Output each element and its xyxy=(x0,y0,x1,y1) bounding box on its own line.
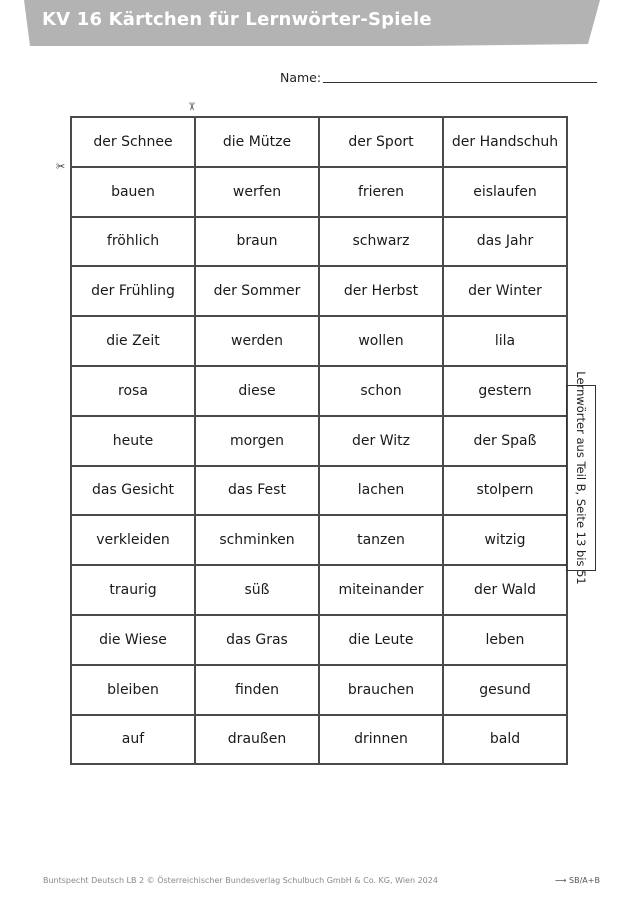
footer-copyright: Buntspecht Deutsch LB 2 © Österreichischer Bundesverlag Schulbuch GmbH & Co. KG, Wien 2024 xyxy=(43,876,438,885)
word-card: der Winter xyxy=(443,266,567,316)
card-row xyxy=(71,316,567,366)
word-card: frieren xyxy=(319,167,443,217)
word-card: schwarz xyxy=(319,217,443,267)
word-card: braun xyxy=(195,217,319,267)
word-card: traurig xyxy=(71,565,195,615)
word-card: der Sport xyxy=(319,117,443,167)
word-card: der Spaß xyxy=(443,416,567,466)
word-card: schon xyxy=(319,366,443,416)
card-row xyxy=(71,416,567,466)
card-row xyxy=(71,615,567,665)
name-label: Name: xyxy=(280,70,322,85)
word-card: schminken xyxy=(195,515,319,565)
word-card: das Gesicht xyxy=(71,466,195,516)
word-card: gestern xyxy=(443,366,567,416)
word-card: der Handschuh xyxy=(443,117,567,167)
footer-reference: ⟶ SB/A+B xyxy=(555,876,600,885)
card-row xyxy=(71,217,567,267)
scissors-icon: ✂ xyxy=(185,101,199,112)
word-card: finden xyxy=(195,665,319,715)
card-row xyxy=(71,117,567,167)
name-field[interactable] xyxy=(280,70,600,86)
word-card: tanzen xyxy=(319,515,443,565)
word-card: das Jahr xyxy=(443,217,567,267)
word-card: lila xyxy=(443,316,567,366)
word-card-grid xyxy=(70,116,568,765)
word-card: drinnen xyxy=(319,715,443,765)
word-card: der Wald xyxy=(443,565,567,615)
word-card: bald xyxy=(443,715,567,765)
word-card: die Wiese xyxy=(71,615,195,665)
card-row xyxy=(71,366,567,416)
page-title: KV 16 Kärtchen für Lernwörter-Spiele xyxy=(42,9,432,30)
word-card: miteinander xyxy=(319,565,443,615)
word-card: rosa xyxy=(71,366,195,416)
word-card: der Schnee xyxy=(71,117,195,167)
word-card: bauen xyxy=(71,167,195,217)
card-row xyxy=(71,515,567,565)
word-card: werfen xyxy=(195,167,319,217)
word-card: werden xyxy=(195,316,319,366)
word-card: verkleiden xyxy=(71,515,195,565)
word-card: bleiben xyxy=(71,665,195,715)
name-write-line[interactable] xyxy=(323,82,597,83)
card-row xyxy=(71,466,567,516)
word-card: brauchen xyxy=(319,665,443,715)
word-card: das Gras xyxy=(195,615,319,665)
word-card: heute xyxy=(71,416,195,466)
word-card: diese xyxy=(195,366,319,416)
word-card: gesund xyxy=(443,665,567,715)
word-card: das Fest xyxy=(195,466,319,516)
word-card: die Zeit xyxy=(71,316,195,366)
source-note: Lernwörter aus Teil B, Seite 13 bis 51 xyxy=(574,371,588,585)
card-row xyxy=(71,715,567,765)
word-card: der Sommer xyxy=(195,266,319,316)
word-card: wollen xyxy=(319,316,443,366)
word-card: lachen xyxy=(319,466,443,516)
card-row xyxy=(71,167,567,217)
word-card: süß xyxy=(195,565,319,615)
word-card: leben xyxy=(443,615,567,665)
word-card: morgen xyxy=(195,416,319,466)
word-card: die Leute xyxy=(319,615,443,665)
word-card: stolpern xyxy=(443,466,567,516)
source-note-box xyxy=(566,371,596,585)
word-card: eislaufen xyxy=(443,167,567,217)
title-banner xyxy=(0,0,640,48)
word-card: fröhlich xyxy=(71,217,195,267)
word-card: witzig xyxy=(443,515,567,565)
word-card: der Witz xyxy=(319,416,443,466)
card-row xyxy=(71,665,567,715)
word-card: der Frühling xyxy=(71,266,195,316)
card-row xyxy=(71,565,567,615)
card-row xyxy=(71,266,567,316)
word-card: auf xyxy=(71,715,195,765)
word-card: der Herbst xyxy=(319,266,443,316)
word-card: draußen xyxy=(195,715,319,765)
word-card: die Mütze xyxy=(195,117,319,167)
scissors-icon: ✂ xyxy=(56,160,66,173)
